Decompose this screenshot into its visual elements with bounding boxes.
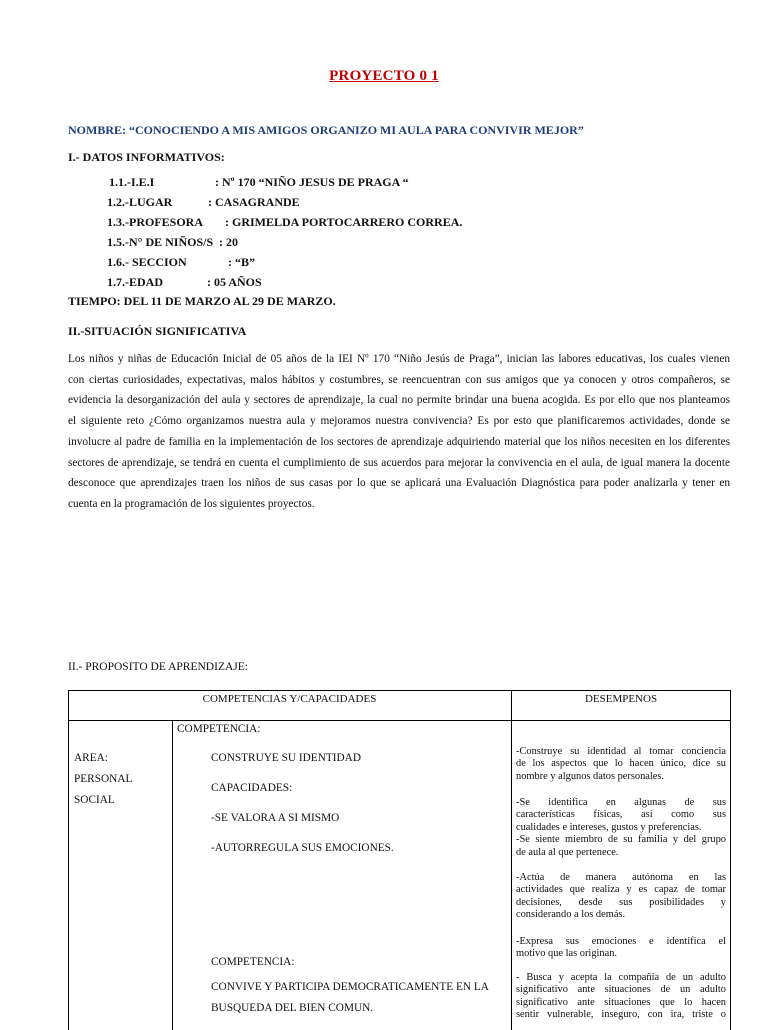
- datos-value: : Nº 170 “NIÑO JESUS DE PRAGA “: [215, 175, 409, 189]
- desempeno-line: nombre y algunos datos personales.: [516, 770, 665, 782]
- competencia-convive-line1: CONVIVE Y PARTICIPA DEMOCRATICAMENTE EN LA: [211, 981, 489, 993]
- paragraph-line: desconoce que aprendizajes traen los niños de sus casas por lo que se aplicará una Evaluación Diagnóstica para poder analizarla y tener en: [68, 477, 730, 490]
- area-label: AREA:: [74, 752, 108, 764]
- paragraph-line: el siguiente reto ¿Cómo organizamos nuestra aula y mejoramos nuestra convivencia? Es por esto que planificaremos actividades, donde se: [68, 415, 730, 428]
- desempeno-line: significativo ante situaciones que lo hacen: [516, 996, 726, 1008]
- desempeno-line: de los aspectos que lo hacen único, dice su: [516, 758, 726, 770]
- desempeno-line: sentir vulnerable, inseguro, con ira, triste o: [516, 1009, 726, 1021]
- table-border-top: [68, 690, 731, 691]
- paragraph-line: con ciertas curiosidades, expectativas, malos hábitos y costumbres, se reencuentran con sus amigos que ya conocen y otros compañeros, se: [68, 373, 730, 386]
- table-area-divider: [172, 720, 173, 1030]
- datos-value: : GRIMELDA PORTOCARRERO CORREA.: [225, 215, 463, 229]
- paragraph-line: sectores de aprendizaje, se tendrá en cuenta el cumplimiento de sus acuerdos para mejorar la convivencia en el aula, de igual manera la docente: [68, 456, 730, 469]
- paragraph-line: cuenta en la programación de los siguientes proyectos.: [68, 497, 315, 510]
- situacion-heading: II.-SITUACIÓN SIGNIFICATIVA: [68, 324, 247, 338]
- table-border-left: [68, 690, 69, 1030]
- desempeno-block: [516, 972, 726, 1022]
- datos-label: 1.7.-EDAD: [107, 275, 163, 289]
- capacidades-label: CAPACIDADES:: [211, 782, 293, 794]
- desempeno-line: características físicas, así como sus: [516, 809, 726, 821]
- datos-label: 1.2.-LUGAR: [107, 195, 173, 209]
- competencia-identidad: CONSTRUYE SU IDENTIDAD: [211, 752, 361, 764]
- datos-value: : CASAGRANDE: [208, 195, 300, 209]
- situacion-paragraph: [68, 349, 730, 515]
- document-title: PROYECTO 0 1: [329, 68, 439, 84]
- datos-value: : “B”: [228, 255, 255, 269]
- paragraph-line: involucre al padre de familia en la implementación de los sectores de aprendizaje adquiriendo material que los niños necesiten en los diferentes: [68, 435, 730, 448]
- datos-row-profesora: [107, 215, 463, 230]
- paragraph-line: evidencia la desorganización del aula y sectores de aprendizaje, la cual no permite brindar una buena acogida. Es por ello que nos planteamos: [68, 394, 730, 407]
- project-name: NOMBRE: “CONOCIENDO A MIS AMIGOS ORGANIZO MI AULA PARA CONVIVIR MEJOR”: [68, 123, 584, 137]
- desempeno-line: - Busca y acepta la compañía de un adulto: [516, 972, 726, 983]
- competencia-label-2: COMPETENCIA:: [211, 956, 295, 968]
- area-name-line1: PERSONAL: [74, 773, 133, 785]
- datos-row-edad: [107, 275, 262, 290]
- desempeno-line: decisiones, desde sus posibilidades y: [516, 896, 726, 908]
- table-border-right: [730, 690, 731, 1030]
- tiempo-line: TIEMPO: DEL 11 DE MARZO AL 29 DE MARZO.: [68, 294, 336, 308]
- desempeno-block: [516, 746, 726, 783]
- table-column-divider: [511, 690, 512, 1030]
- datos-label: 1.6.- SECCION: [107, 255, 187, 269]
- datos-row-lugar: [107, 195, 300, 210]
- desempeno-line: motivo que las originan.: [516, 948, 618, 960]
- datos-label: 1.1.-I.E.I: [109, 175, 155, 189]
- datos-heading: I.- DATOS INFORMATIVOS:: [68, 150, 225, 164]
- desempeno-line: -Se siente miembro de su familia y del grupo: [516, 834, 726, 846]
- competencias-table: [68, 690, 731, 1030]
- desempeno-block: [516, 872, 726, 922]
- desempeno-line: actividades que realiza y es capaz de tomar: [516, 884, 726, 896]
- datos-value: : 20: [219, 235, 238, 249]
- competencia-label: COMPETENCIA:: [177, 723, 261, 735]
- datos-row-seccion: [107, 255, 255, 270]
- desempeno-line: significativo ante situaciones de un adulto: [516, 984, 726, 996]
- area-name-line2: SOCIAL: [74, 794, 115, 806]
- paragraph-line: Los niños y niñas de Educación Inicial de 05 años de la IEI Nº 170 “Niño Jesús de Praga”, inician las labores educativas, los cuales vienen: [68, 353, 730, 365]
- datos-label: 1.3.-PROFESORA: [107, 215, 203, 229]
- table-header-desempenos: DESEMPENOS: [584, 693, 658, 705]
- desempeno-line: -Construye su identidad al tomar conciencia: [516, 746, 726, 757]
- capacidad-autorregula: -AUTORREGULA SUS EMOCIONES.: [211, 842, 394, 854]
- desempeno-line: -Expresa sus emociones e identifica el: [516, 936, 726, 947]
- desempeno-block: [516, 936, 726, 961]
- desempeno-line: cualidades e intereses, gustos y preferencias.: [516, 821, 702, 833]
- desempeno-line: considerando a los demás.: [516, 909, 626, 921]
- proposito-heading: II.- PROPOSITO DE APRENDIZAJE:: [68, 661, 248, 673]
- datos-row-ninos: [107, 235, 238, 250]
- datos-value: : 05 AÑOS: [207, 275, 262, 289]
- datos-label: 1.5.-N° DE NIÑOS/S: [107, 235, 214, 249]
- capacidad-valora: -SE VALORA A SI MISMO: [211, 812, 340, 824]
- desempeno-line: de aula al que pertenece.: [516, 846, 619, 858]
- competencia-convive-line2: BUSQUEDA DEL BIEN COMUN.: [211, 1002, 374, 1014]
- datos-row-iei: [109, 175, 409, 190]
- table-header-divider: [68, 720, 731, 721]
- desempeno-line: -Actúa de manera autónoma en las: [516, 872, 726, 883]
- table-header-competencias: COMPETENCIAS Y/CAPACIDADES: [202, 693, 377, 705]
- desempeno-block: [516, 797, 726, 859]
- desempeno-line: -Se identifica en algunas de sus: [516, 797, 726, 808]
